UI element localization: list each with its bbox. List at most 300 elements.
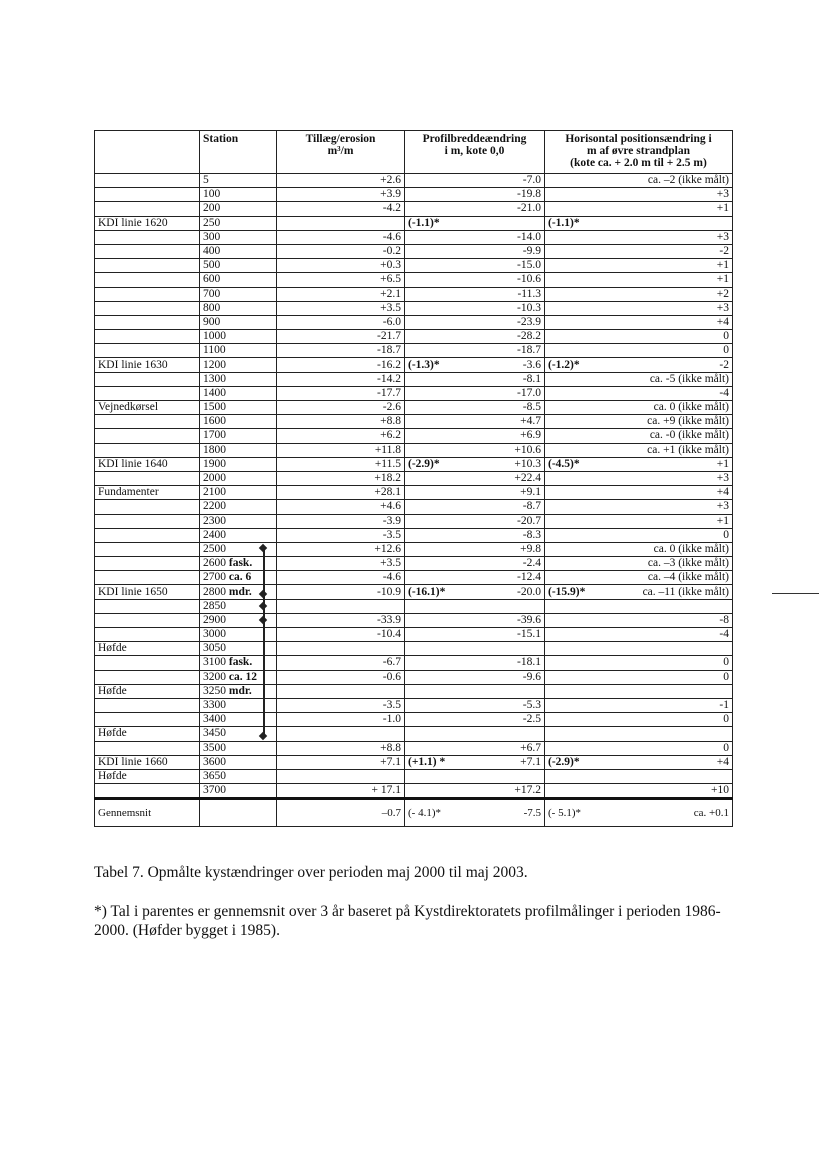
station-value: 3300 (203, 699, 226, 712)
profil-cell (405, 330, 545, 344)
profil-cell (405, 542, 545, 556)
row-label (95, 698, 200, 712)
station-cell (200, 301, 277, 315)
row-label (95, 301, 200, 315)
row-label (95, 244, 200, 258)
horis-value: +3 (716, 301, 729, 314)
horis-value: +10 (711, 784, 729, 797)
horis-value: 0 (723, 528, 729, 541)
station-cell (200, 741, 277, 755)
horis-value: -2 (719, 245, 729, 258)
station-value: 3250 (203, 684, 226, 697)
profil-value: +7.1 (520, 755, 541, 768)
horis-value: +3 (716, 188, 729, 201)
tillaeg-cell: -14.2 (277, 372, 405, 386)
station-value: 3000 (203, 628, 226, 641)
horis-cell (545, 755, 733, 769)
row-label (95, 372, 200, 386)
row-label (95, 230, 200, 244)
profil-value: -12.4 (517, 571, 541, 584)
horis-value: +3 (716, 500, 729, 513)
horis-cell (545, 656, 733, 670)
horis-paren: (-2.9)* (548, 755, 580, 768)
profil-value: -2.5 (522, 713, 541, 726)
station-value: 2000 (203, 472, 226, 485)
horis-value: ca. 0 (ikke målt) (653, 401, 729, 414)
average-horis (545, 799, 733, 827)
horis-value: ca. -5 (ikke målt) (649, 372, 729, 385)
station-cell (200, 401, 277, 415)
horis-value: -4 (719, 386, 729, 399)
profil-cell (405, 713, 545, 727)
horis-cell (545, 315, 733, 329)
station-cell (200, 358, 277, 372)
horis-cell (545, 642, 733, 656)
profil-cell (405, 471, 545, 485)
horis-value: 0 (723, 713, 729, 726)
horis-cell (545, 670, 733, 684)
row-label: KDI linie 1640 (95, 457, 200, 471)
header-profil-line2: i m, kote 0,0 (444, 145, 505, 157)
table-row (95, 287, 733, 301)
footnote: *) Tal i parentes er gennemsnit over 3 år baseret på Kystdirektoratets profilmålinger i perioden 1986-2000. (Høfder bygget i 1985). (94, 903, 721, 939)
table-body (95, 174, 733, 799)
station-cell (200, 471, 277, 485)
horis-value: 0 (723, 344, 729, 357)
profil-value: -18.1 (517, 656, 541, 669)
row-label (95, 514, 200, 528)
profil-cell (405, 415, 545, 429)
row-label (95, 528, 200, 542)
profil-value: -7.0 (522, 174, 541, 187)
horis-value: +1 (716, 457, 729, 470)
station-value: 5 (203, 174, 209, 187)
row-label: Fundamenter (95, 486, 200, 500)
horis-value: 0 (723, 330, 729, 343)
row-label (95, 174, 200, 188)
profil-value: -28.2 (517, 330, 541, 343)
horis-cell (545, 457, 733, 471)
row-label (95, 344, 200, 358)
tillaeg-cell: +3.9 (277, 188, 405, 202)
average-profil-value: -7.5 (523, 806, 541, 819)
header-tillaeg-line2: m³/m (327, 145, 354, 157)
station-cell (200, 244, 277, 258)
station-cell (200, 230, 277, 244)
horis-cell (545, 230, 733, 244)
table-row (95, 330, 733, 344)
station-note: fask. (228, 557, 253, 570)
tillaeg-cell: +3.5 (277, 301, 405, 315)
profil-cell (405, 315, 545, 329)
horis-value: +1 (716, 273, 729, 286)
station-value: 3600 (203, 755, 226, 768)
station-value: 3500 (203, 741, 226, 754)
profil-cell (405, 741, 545, 755)
station-cell (200, 188, 277, 202)
profil-cell (405, 599, 545, 613)
row-label: KDI linie 1660 (95, 755, 200, 769)
average-row (95, 799, 733, 827)
station-value: 1800 (203, 443, 226, 456)
horis-value: +1 (716, 259, 729, 272)
profil-value: +9.1 (520, 486, 541, 499)
tillaeg-cell: -0.6 (277, 670, 405, 684)
table-row (95, 628, 733, 642)
tillaeg-cell: -16.2 (277, 358, 405, 372)
station-value: 2500 (203, 542, 226, 555)
station-value: 250 (203, 216, 221, 229)
table-row (95, 358, 733, 372)
row-label: Vejnedkørsel (95, 401, 200, 415)
profil-cell (405, 486, 545, 500)
station-value: 100 (203, 188, 221, 201)
row-label: Høfde (95, 684, 200, 698)
profil-cell (405, 656, 545, 670)
row-label (95, 741, 200, 755)
horis-value: ca. –4 (ikke målt) (647, 571, 729, 584)
horis-value: +1 (716, 202, 729, 215)
table-row (95, 273, 733, 287)
station-value: 2800 (203, 585, 226, 598)
table-row (95, 670, 733, 684)
station-note: ca. 12 (228, 670, 257, 683)
horis-cell (545, 727, 733, 741)
row-label (95, 415, 200, 429)
tillaeg-cell: -4.6 (277, 571, 405, 585)
station-cell (200, 443, 277, 457)
station-value: 2100 (203, 486, 226, 499)
station-value: 1900 (203, 457, 226, 470)
row-label (95, 315, 200, 329)
horis-cell (545, 330, 733, 344)
horis-value: 0 (723, 741, 729, 754)
station-value: 500 (203, 259, 221, 272)
station-cell (200, 755, 277, 769)
table-row (95, 684, 733, 698)
table-row (95, 216, 733, 230)
horis-cell (545, 301, 733, 315)
station-value: 3100 (203, 656, 226, 669)
row-label (95, 656, 200, 670)
table-row (95, 769, 733, 783)
profil-value: +10.3 (514, 457, 541, 470)
horis-cell (545, 571, 733, 585)
station-value: 600 (203, 273, 221, 286)
table-row (95, 585, 733, 599)
horis-cell (545, 259, 733, 273)
profil-value: -8.3 (522, 528, 541, 541)
horis-cell (545, 401, 733, 415)
station-cell (200, 429, 277, 443)
profil-cell (405, 188, 545, 202)
table-row (95, 457, 733, 471)
header-horis (545, 131, 733, 174)
row-label (95, 613, 200, 627)
profil-value: -8.5 (522, 401, 541, 414)
station-cell (200, 457, 277, 471)
horis-paren: (-4.5)* (548, 457, 580, 470)
profil-cell (405, 358, 545, 372)
tillaeg-cell: -21.7 (277, 330, 405, 344)
horis-cell (545, 216, 733, 230)
profil-value: +9.8 (520, 542, 541, 555)
row-label (95, 670, 200, 684)
tillaeg-cell: +4.6 (277, 500, 405, 514)
station-value: 1100 (203, 344, 226, 357)
row-label (95, 202, 200, 216)
horis-value: ca. +9 (ikke målt) (647, 415, 729, 428)
horis-cell (545, 514, 733, 528)
horis-value: ca. -0 (ikke målt) (649, 429, 729, 442)
profil-cell (405, 216, 545, 230)
station-cell (200, 315, 277, 329)
horis-value: ca. +1 (ikke målt) (647, 443, 729, 456)
profil-value: +6.7 (520, 741, 541, 754)
table-row (95, 727, 733, 741)
table-row (95, 755, 733, 769)
row-label (95, 500, 200, 514)
tillaeg-cell: +12.6 (277, 542, 405, 556)
horis-cell (545, 557, 733, 571)
profil-paren: (-2.9)* (408, 457, 440, 470)
table-row (95, 344, 733, 358)
station-cell (200, 500, 277, 514)
table-row (95, 784, 733, 799)
horis-value: ca. –11 (ikke målt) (642, 585, 729, 598)
table-row (95, 656, 733, 670)
row-label (95, 542, 200, 556)
station-value: 3650 (203, 769, 226, 782)
profil-cell (405, 769, 545, 783)
table-row (95, 486, 733, 500)
station-cell (200, 259, 277, 273)
tillaeg-cell: +28.1 (277, 486, 405, 500)
horis-paren: (-1.1)* (548, 216, 580, 229)
station-cell (200, 372, 277, 386)
station-cell (200, 769, 277, 783)
station-value: 1000 (203, 330, 226, 343)
table-row (95, 528, 733, 542)
row-label (95, 443, 200, 457)
profil-cell (405, 784, 545, 799)
station-note: ca. 6 (228, 571, 252, 584)
horis-cell (545, 429, 733, 443)
horis-value: -4 (719, 628, 729, 641)
tillaeg-cell: -0.2 (277, 244, 405, 258)
station-value: 2900 (203, 613, 226, 626)
profil-cell (405, 755, 545, 769)
table-caption: Tabel 7. Opmålte kystændringer over perioden maj 2000 til maj 2003. (94, 864, 528, 881)
station-note: mdr. (228, 585, 252, 598)
horis-value: 0 (723, 656, 729, 669)
tillaeg-cell: -33.9 (277, 613, 405, 627)
row-label (95, 599, 200, 613)
horis-value: +2 (716, 287, 729, 300)
horis-cell (545, 698, 733, 712)
header-horis-line1: Horisontal positionsændring i (565, 133, 712, 145)
tillaeg-cell: -3.5 (277, 528, 405, 542)
profil-cell (405, 401, 545, 415)
station-cell (200, 486, 277, 500)
row-label (95, 259, 200, 273)
profil-cell (405, 684, 545, 698)
profil-cell (405, 642, 545, 656)
profil-value: -10.6 (517, 273, 541, 286)
average-horis-paren: (- 5.1)* (548, 806, 581, 819)
station-value: 1700 (203, 429, 226, 442)
horis-cell (545, 585, 733, 599)
tillaeg-cell (277, 684, 405, 698)
table-row (95, 500, 733, 514)
horis-cell (545, 613, 733, 627)
row-label (95, 273, 200, 287)
station-value: 300 (203, 230, 221, 243)
horis-cell (545, 486, 733, 500)
row-label (95, 471, 200, 485)
header-station: Station (200, 131, 277, 174)
tillaeg-cell: -2.6 (277, 401, 405, 415)
horis-value: -1 (719, 699, 729, 712)
horis-cell (545, 244, 733, 258)
horis-value: 0 (723, 670, 729, 683)
coastal-change-table (94, 130, 733, 827)
horis-cell (545, 174, 733, 188)
table-row (95, 188, 733, 202)
profil-paren: (-1.3)* (408, 358, 440, 371)
station-cell (200, 287, 277, 301)
station-value: 2600 (203, 557, 226, 570)
table-row (95, 372, 733, 386)
row-label (95, 330, 200, 344)
row-label (95, 429, 200, 443)
profil-cell (405, 429, 545, 443)
row-label: Høfde (95, 727, 200, 741)
profil-cell (405, 202, 545, 216)
station-value: 1300 (203, 372, 226, 385)
table-row (95, 259, 733, 273)
tillaeg-cell: +8.8 (277, 741, 405, 755)
profil-value: +6.9 (520, 429, 541, 442)
table-row (95, 599, 733, 613)
table-row (95, 230, 733, 244)
table-row (95, 698, 733, 712)
row-label (95, 557, 200, 571)
profil-cell (405, 273, 545, 287)
tillaeg-cell (277, 727, 405, 741)
table-row (95, 401, 733, 415)
profil-cell (405, 344, 545, 358)
tillaeg-cell: +11.8 (277, 443, 405, 457)
profil-cell (405, 628, 545, 642)
header-horis-line3: (kote ca. + 2.0 m til + 2.5 m) (570, 157, 707, 169)
profil-value: -20.7 (517, 514, 541, 527)
profil-value: -39.6 (517, 613, 541, 626)
table-row (95, 315, 733, 329)
table-row (95, 386, 733, 400)
margin-rule (772, 593, 819, 594)
horis-cell (545, 358, 733, 372)
horis-cell (545, 628, 733, 642)
horis-value: -2 (719, 358, 729, 371)
table-row (95, 471, 733, 485)
tillaeg-cell: +3.5 (277, 557, 405, 571)
header-profil (405, 131, 545, 174)
row-label (95, 287, 200, 301)
profil-cell (405, 698, 545, 712)
table-row (95, 571, 733, 585)
station-cell (200, 386, 277, 400)
station-cell (200, 202, 277, 216)
profil-cell (405, 585, 545, 599)
station-value: 3700 (203, 784, 226, 797)
tillaeg-cell: +7.1 (277, 755, 405, 769)
horis-value: ca. –2 (ikke målt) (647, 174, 729, 187)
station-note: fask. (228, 656, 253, 669)
profil-value: -5.3 (522, 699, 541, 712)
profil-value: -10.3 (517, 301, 541, 314)
station-cell (200, 330, 277, 344)
tillaeg-cell (277, 599, 405, 613)
horis-cell (545, 713, 733, 727)
profil-value: -23.9 (517, 315, 541, 328)
station-value: 3400 (203, 713, 226, 726)
header-tillaeg-line1: Tillæg/erosion (305, 133, 376, 145)
profil-paren: (-16.1)* (408, 585, 446, 598)
horis-cell (545, 443, 733, 457)
horis-value: +1 (716, 514, 729, 527)
horis-value: +4 (716, 486, 729, 499)
profil-value: -9.6 (522, 670, 541, 683)
header-label-col (95, 131, 200, 174)
table-row (95, 613, 733, 627)
tillaeg-cell: -3.5 (277, 698, 405, 712)
table-header-row (95, 131, 733, 174)
horis-paren: (-15.9)* (548, 585, 586, 598)
horis-cell (545, 684, 733, 698)
station-value: 3050 (203, 642, 226, 655)
horis-cell (545, 202, 733, 216)
station-value: 1200 (203, 358, 226, 371)
station-value: 2300 (203, 514, 226, 527)
station-value: 2850 (203, 599, 226, 612)
horis-value: +4 (716, 755, 729, 768)
station-cell (200, 415, 277, 429)
profil-cell (405, 174, 545, 188)
station-value: 900 (203, 315, 221, 328)
profil-cell (405, 457, 545, 471)
tillaeg-cell: +0.3 (277, 259, 405, 273)
horis-value: +3 (716, 472, 729, 485)
row-label: KDI linie 1650 (95, 585, 200, 599)
station-value: 200 (203, 202, 221, 215)
tillaeg-cell: -6.7 (277, 656, 405, 670)
tillaeg-cell (277, 642, 405, 656)
table-row (95, 443, 733, 457)
station-value: 3200 (203, 670, 226, 683)
tillaeg-cell: -6.0 (277, 315, 405, 329)
table-row (95, 174, 733, 188)
average-profil-paren: (- 4.1)* (408, 806, 441, 819)
row-label (95, 713, 200, 727)
profil-value: -2.4 (522, 557, 541, 570)
tillaeg-cell: -4.2 (277, 202, 405, 216)
tillaeg-cell (277, 769, 405, 783)
profil-value: -20.0 (517, 585, 541, 598)
average-label: Gennemsnit (95, 799, 200, 827)
tillaeg-cell: -18.7 (277, 344, 405, 358)
tillaeg-cell: -17.7 (277, 386, 405, 400)
